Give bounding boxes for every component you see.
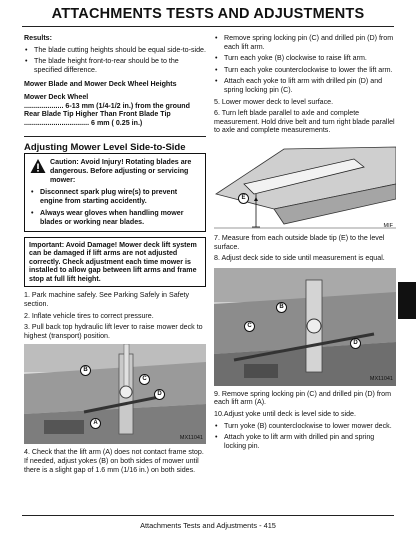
footer-rule [22,515,394,516]
right-bullet-4: • Attach each yoke to lift arm with drilled pin (D) and spring locking pin (C). [214,77,396,94]
callout-c-2: C [244,321,255,332]
right-bullet-1: • Remove spring locking pin (C) and drilled pin (D) from each lift arm. [214,34,396,51]
section-title: Adjusting Mower Level Side-to-Side [24,142,186,154]
step-3: 3. Pull back top hydraulic lift lever to raise mower deck to highest (transport) position. [24,323,203,340]
right-bullet-2: • Turn each yoke (B) clockwise to raise lift arm. [214,54,396,63]
step-7: 7. Measure from each outside blade tip (E) to the level surface. [214,233,385,251]
callout-d: D [154,389,165,400]
yoke-illustration [214,268,396,386]
step-8: 8. Adjust deck side to side until measurement is equal. [214,254,385,263]
section-rule [24,136,206,137]
spec2-label: Rear Blade Tip Higher Than Front Blade Tip [24,110,171,119]
spec2-dots: ................................. [24,118,90,127]
caution-box [24,153,206,231]
lift-arm-illustration [24,344,206,444]
right-bottom-bullet-2: • Attach yoke to lift arm with drilled pin and spring locking pin. [214,433,396,450]
right-column [214,34,396,450]
spec2-line [24,119,206,128]
callout-c: C [139,374,150,385]
section-tab [398,282,416,319]
spec1-dots: .................... [24,101,64,110]
spec1-line [24,102,206,111]
callout-d-2: D [350,338,361,349]
results-item-2: • The blade height front-to-rear should be to the specified difference. [24,57,206,74]
results-item-1: • The blade cutting heights should be equal side-to-side. [24,46,206,55]
step-5: 5. Lower mower deck to level surface. [214,97,334,106]
spec-heading: Mower Blade and Mower Deck Wheel Heights [24,80,177,89]
caution-head [30,158,200,184]
spec2-value: 6 mm ( 0.25 in.) [91,118,143,127]
left-column [24,34,206,474]
callout-b: B [80,365,91,376]
caution-bullet-1: • Disconnect spark plug wire(s) to prevent engine from starting accidently. [30,188,200,205]
caution-bullet-2: • Always wear gloves when handling mower blades or working near blades. [30,209,200,226]
results-heading: Results: [24,34,52,42]
step-6: 6. Turn left blade parallel to axle and complete measurement. Hold drive belt and turn right blade parallel to axle and complete measurements. [214,109,395,135]
yoke-photo-caption: MX11041 [369,376,393,383]
blade-photo [214,139,396,231]
caution-text: Caution: Avoid Injury! Rotating blades are dangerous. Before adjusting or servicing mower: [50,158,192,184]
callout-b-2: B [276,302,287,313]
warning-icon [30,158,46,174]
step-4: 4. Check that the lift arm (A) does not contact frame stop. If needed, adjust yokes (B) on both sides of mower until there is a slight gap of 1.6 mm (1/16 in.) on both sides. [24,448,204,474]
callout-a: A [90,418,101,429]
blade-illustration [214,139,396,231]
photo-caption: MX11041 [179,434,203,441]
notice-box: Important: Avoid Damage! Mower deck lift system can be damaged if lift arms are not adjusted correctly. Check adjustment each time mower is installed to allow gap between lift arms and frame stop at full lift height. [24,237,206,288]
page-title: ATTACHMENTS TESTS AND ADJUSTMENTS [51,6,365,22]
step-1: 1. Park machine safely. See Parking Safely in Safety section. [24,291,190,309]
spec1-label: Mower Deck Wheel [24,92,89,101]
right-bullet-3: • Turn each yoke counterclockwise to lower the lift arm. [214,66,396,75]
step-10: 10.Adjust yoke until deck is level side to side. [214,409,356,418]
blade-photo-caption: MIF [383,223,393,230]
spec1-value: 6-13 mm (1/4-1/2 in.) from the ground [65,101,190,110]
lift-arm-photo [24,344,206,444]
yoke-photo [214,268,396,386]
callout-e: E [238,193,249,204]
step-9: 9. Remove spring locking pin (C) and drilled pin (D) from each lift arm (A). [214,389,392,407]
step-2: 2. Inflate vehicle tires to correct pressure. [24,311,154,320]
header-rule [22,26,394,27]
page-footer: Attachments Tests and Adjustments - 415 [140,521,276,530]
right-bottom-bullet-1: • Turn yoke (B) counterclockwise to lower mower deck. [214,422,396,431]
